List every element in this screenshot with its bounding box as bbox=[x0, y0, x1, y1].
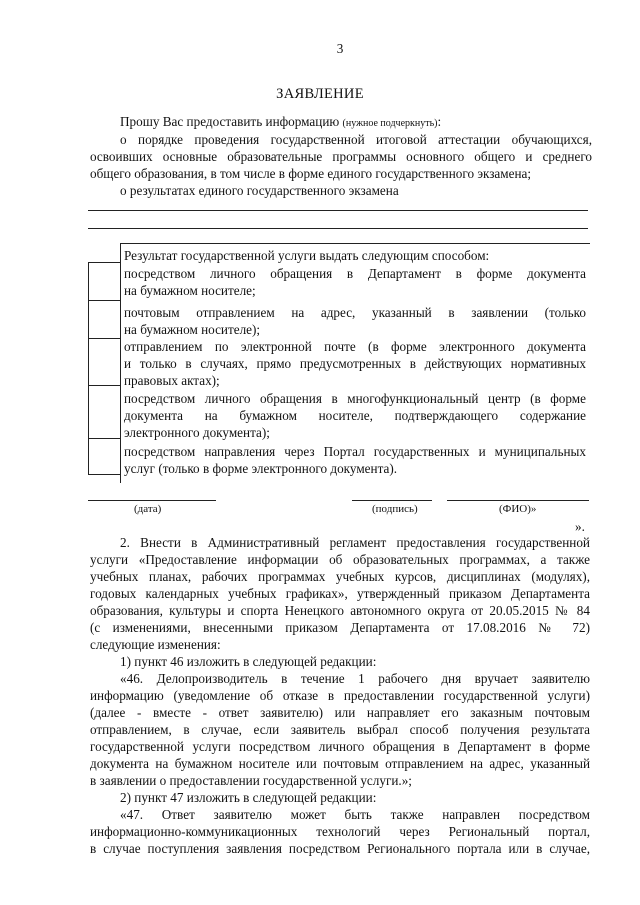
option-checkbox-portal[interactable] bbox=[88, 438, 121, 475]
paragraph-2-line3: учебных планах, рабочих программах учебных курсов, дисциплинах (модулях), bbox=[90, 569, 590, 584]
underline-note: (нужное подчеркнуть) bbox=[342, 118, 438, 129]
option-checkbox-in-person[interactable] bbox=[88, 262, 121, 301]
paragraph-2-line1: 2. Внести в Административный регламент предоставления государственной bbox=[120, 535, 590, 550]
request-item-1-line3: общего образования, в том числе в форме единого государственного экзамена; bbox=[90, 166, 532, 181]
quote-47-line1: «47. Ответ заявителю может быть также направлен посредством bbox=[120, 807, 590, 822]
option-email-line2: и только в случаях, прямо предусмотренных в действующих нормативных bbox=[124, 356, 586, 371]
option-mfc-line2: документа на бумажном носителе, подтверждающего содержание bbox=[124, 408, 586, 423]
closing-quote: ». bbox=[575, 519, 585, 534]
paragraph-2-line6: (с изменениями, внесенными приказом Департамента от 17.08.2016 № 72) bbox=[90, 620, 590, 635]
fill-line bbox=[88, 228, 588, 229]
quote-46-line4: отправлением, в случае, если заявитель выбрал способ получения результата bbox=[90, 722, 590, 737]
option-portal-line1: посредством направления через Портал государственных и муниципальных bbox=[124, 444, 586, 459]
option-in-person-line2: на бумажном носителе; bbox=[124, 283, 256, 298]
quote-47-line3: в случае поступления заявления посредством Регионального портала или в случае, bbox=[90, 841, 590, 856]
fill-line bbox=[88, 210, 588, 211]
request-line: Прошу Вас предоставить информацию (нужное подчеркнуть): bbox=[120, 114, 442, 129]
option-checkbox-mfc[interactable] bbox=[88, 385, 121, 439]
fio-label: (ФИО)» bbox=[499, 503, 537, 515]
subitem-2: 2) пункт 47 изложить в следующей редакции: bbox=[120, 790, 377, 805]
option-checkbox-email[interactable] bbox=[88, 338, 121, 386]
paragraph-2-line7: следующие изменения: bbox=[90, 637, 221, 652]
request-item-1-line2: освоивших основные образовательные программы основного общего и среднего bbox=[90, 149, 592, 164]
date-label: (дата) bbox=[134, 503, 162, 515]
document-title: ЗАЯВЛЕНИЕ bbox=[276, 86, 364, 102]
paragraph-2-line2: услуги «Предоставление информации об образовательных программах, а также bbox=[90, 552, 590, 567]
quote-46-line3: (далее - вместе - ответ заявителю) или направляет его заказным почтовым bbox=[90, 705, 590, 720]
quote-46-line5: государственной услуги посредством личного обращения в Департамент в форме bbox=[90, 739, 590, 754]
table-top-line bbox=[120, 243, 590, 244]
option-post-line2: на бумажном носителе); bbox=[124, 322, 261, 337]
signature-line bbox=[352, 500, 432, 501]
paragraph-2-line5: образования, культуры и спорта Ненецкого автономного округа от 20.05.2015 № 84 bbox=[90, 603, 590, 618]
option-post-line1: почтовым отправлением на адрес, указанный в заявлении (только bbox=[124, 305, 586, 320]
paragraph-2-line4: годовых календарных учебных графиках», утвержденный приказом Департамента bbox=[90, 586, 590, 601]
quote-47-line2: информационно-коммуникационных технологий через Региональный портал, bbox=[90, 824, 590, 839]
fio-line bbox=[447, 500, 589, 501]
option-in-person-line1: посредством личного обращения в Департамент в форме документа bbox=[124, 266, 586, 281]
quote-46-line6: документа на бумажном носителе или почтовым отправлением на адрес, указанный bbox=[90, 756, 590, 771]
signature-label: (подпись) bbox=[372, 503, 418, 515]
method-heading: Результат государственной услуги выдать следующим способом: bbox=[124, 248, 490, 263]
page-number: 3 bbox=[336, 41, 344, 56]
subitem-1: 1) пункт 46 изложить в следующей редакции: bbox=[120, 654, 377, 669]
quote-46-line7: в заявлении о предоставлении государственной услуги.»; bbox=[90, 773, 412, 788]
option-email-line1: отправлением по электронной почте (в форме электронного документа bbox=[124, 339, 586, 354]
date-line bbox=[88, 500, 216, 501]
option-portal-line2: услуг (только в форме электронного документа). bbox=[124, 461, 398, 476]
option-checkbox-post[interactable] bbox=[88, 300, 121, 339]
quote-46-line2: информацию (уведомление об отказе в предоставлении государственной услуги) bbox=[90, 688, 590, 703]
option-mfc-line1: посредством личного обращения в многофункциональный центр (в форме bbox=[124, 391, 586, 406]
request-item-1-line1: о порядке проведения государственной итоговой аттестации обучающихся, bbox=[120, 132, 592, 147]
quote-46-line1: «46. Делопроизводитель в течение 1 рабочего дня вручает заявителю bbox=[120, 671, 590, 686]
option-mfc-line3: электронного документа); bbox=[124, 425, 270, 440]
request-item-2: о результатах единого государственного экзамена bbox=[120, 183, 399, 198]
option-email-line3: правовых актах); bbox=[124, 373, 220, 388]
